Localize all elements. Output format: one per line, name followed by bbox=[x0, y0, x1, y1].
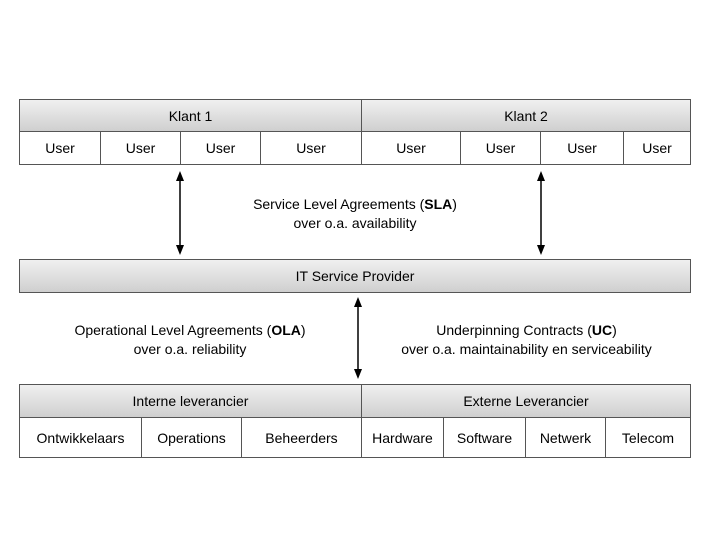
arrow-left-sla bbox=[176, 171, 184, 255]
netwerk-label: Netwerk bbox=[539, 429, 592, 446]
arrow-center-ola-uc bbox=[354, 297, 362, 379]
telecom-label: Telecom bbox=[621, 429, 675, 446]
sla-abbr: SLA bbox=[424, 196, 453, 212]
ontwikkelaars-label: Ontwikkelaars bbox=[36, 429, 125, 446]
user-label: User bbox=[45, 140, 75, 156]
sla-line-2: over o.a. availability bbox=[293, 215, 417, 231]
arrow-right-sla bbox=[537, 171, 545, 255]
klant-1-label: Klant 1 bbox=[168, 107, 213, 124]
interne-leverancier-label: Interne leverancier bbox=[132, 393, 249, 409]
sla-line-1: Service Level Agreements (SLA) bbox=[253, 196, 457, 212]
user-label: User bbox=[205, 140, 236, 156]
hardware-label: Hardware bbox=[372, 429, 433, 446]
software-label: Software bbox=[456, 429, 513, 446]
it-service-provider-label: IT Service Provider bbox=[295, 268, 415, 284]
user-label: User bbox=[296, 140, 326, 156]
beheerders-label: Beheerders bbox=[265, 429, 338, 446]
user-label: User bbox=[396, 140, 426, 156]
uc-line-1: Underpinning Contracts (UC) bbox=[436, 322, 617, 338]
operations-label: Operations bbox=[157, 429, 226, 446]
ola-line-2: over o.a. reliability bbox=[133, 341, 247, 357]
uc-abbr: UC bbox=[591, 322, 613, 338]
ola-abbr: OLA bbox=[271, 322, 301, 338]
uc-line-2: over o.a. maintainability en serviceability bbox=[401, 341, 652, 357]
user-label: User bbox=[567, 140, 597, 156]
user-label: User bbox=[485, 140, 516, 156]
klant-2-label: Klant 2 bbox=[504, 107, 548, 124]
externe-leverancier-label: Externe Leverancier bbox=[463, 393, 589, 409]
user-label: User bbox=[125, 140, 156, 156]
user-label: User bbox=[642, 140, 672, 156]
ola-line-1: Operational Level Agreements (OLA) bbox=[74, 322, 306, 338]
